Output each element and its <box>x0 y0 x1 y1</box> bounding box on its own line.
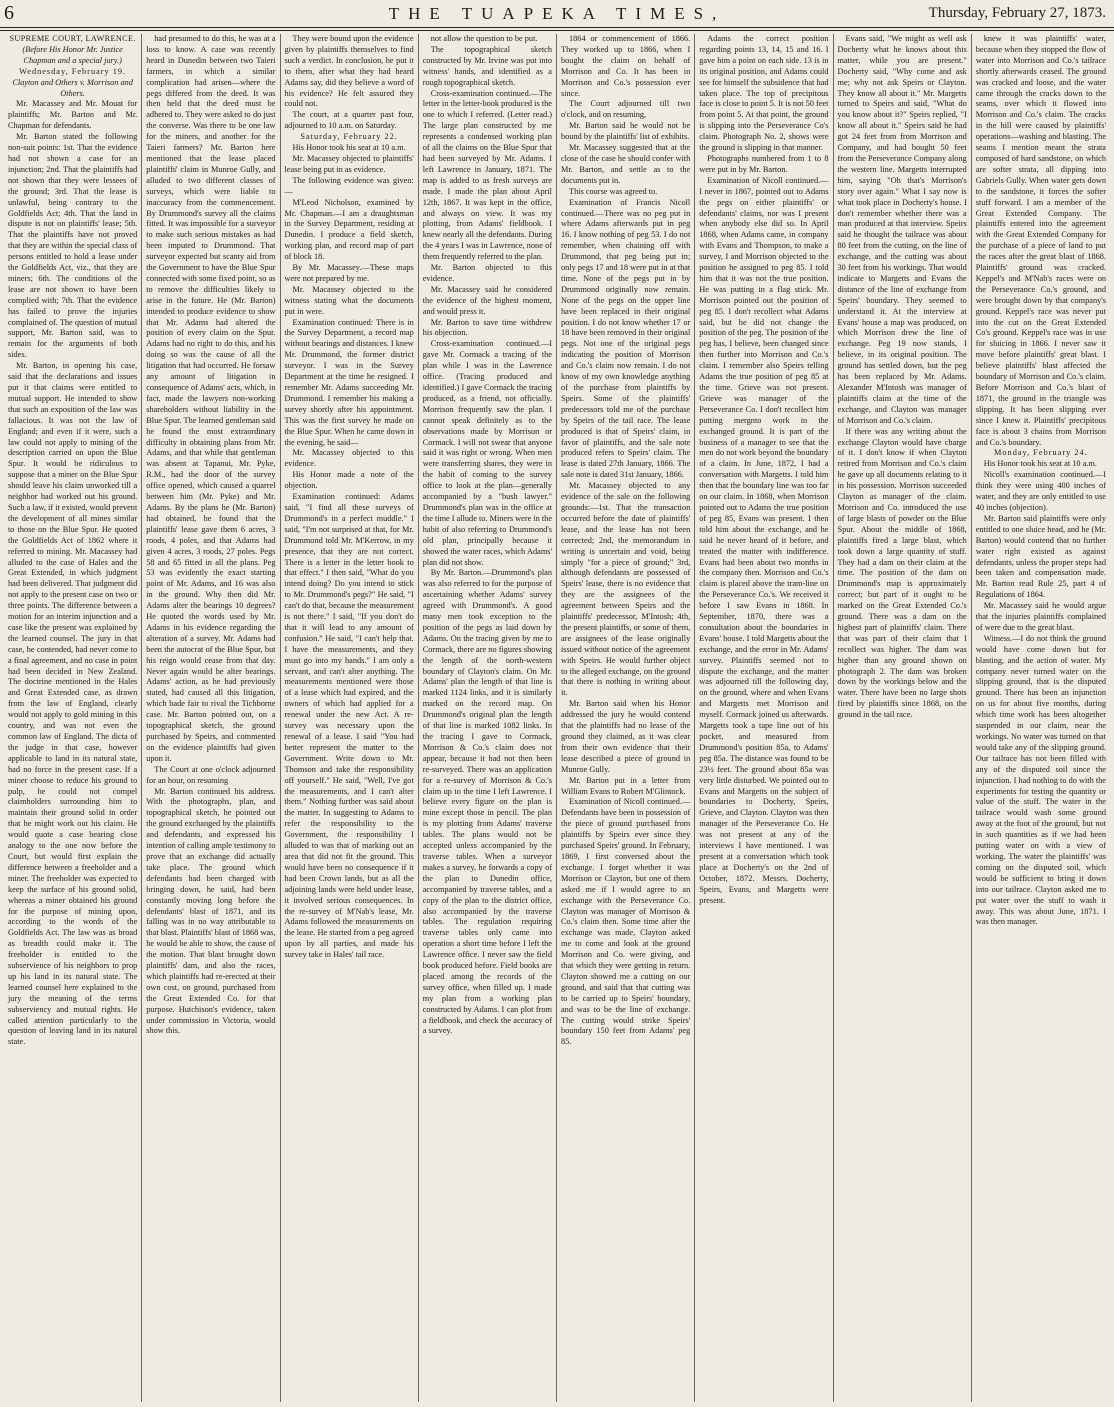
paragraph: His Honor made a note of the objection. <box>284 470 414 491</box>
paragraph: His Honor took his seat at 10 a.m. <box>983 459 1097 469</box>
paragraph: Examination of Nicoll continued.—Defendants have been in possession of the piece of ground purchased from plaintiffs by Speirs ever since they purchased Speirs' ground. In February, 1869, I first conversed about the exchange. I forget whether it was Morrison or Clayton, but one of them asked me if I would agree to an exchange with the Perseverance Co. Clayton was manager of Morrison & Co.'s claim then. Some time after the exchange was made, Clayton asked me to come and look at the ground Morrison and Co. were giving, and that which they were getting in return. Clayton showed me a cutting on our ground, and said that that cutting was to be carried up to Speirs' boundary, and was to be the line of exchange. The cutting would strike Speirs' boundary 150 feet from Adams' peg 85. <box>561 797 691 1047</box>
paragraph: Mr. Macassey suggested that at the close of the case he should confer with Mr. Barton, and settle as to the documents put in. <box>561 143 691 185</box>
masthead <box>0 0 1114 26</box>
paragraph: Examination continued: There is in the Survey Department, a record map without bearings and distances. I knew Mr. Drummond, the former district surveyor. I was in the Survey Department at the time he resigned. I remember Mr. Adams succeeding Mr. Drummond. I remember his making a survey shortly after his appointment. This was the first survey he made on the Blue Spur. When he came down in the evening, he said— <box>284 317 414 447</box>
paragraph: Mr. Barton continued his address. With the photographs, plan, and topographical sketch, he pointed out the ground exchanged by the plaintiffs and defendants, and expressed his intention of calling ample testimony to prove that an exchange did actually take place. The ground which defendants had been charged with bringing down, he said, had been constantly moving long before the defendants' blast of 1871, and its falling was in no way attributable to that blast. Plaintiffs' blast of 1868 was, he would be able to show, the cause of the motion. That blast brought down plaintiffs' dam, and also the races, which plaintiffs had re-erected at their own cost, on ground, purchased from the Great Extended Co. for that purpose. Hutchison's evidence, taken under commission in Victoria, would show this. <box>146 786 276 1036</box>
paragraph: Examination of Nicoll continued.—I never in 1867, pointed out to Adams the pegs on either plaintiffs' or defendants' claims, nor was I present when anybody else did so. In April 1868, when Adams came, in company with Evans and Thompson, to make a survey, I and Morrison objected to the position he assigned to peg 85. I told him that it was not the true position. He was putting in a flag stick. Mr. Morrison pointed out the position of peg 85. I don't recollect what Adams said, but he did not change the position of the peg. The position of the peg has, I believe, been changed since then further into Morrison and Co.'s claim. I remember also Speirs telling Adams the true position of peg 85 at the time. Grieve was not present. Grieve was manager of the Perseverance Co. I don't recollect him putting mergnto work in the exchanged ground. It is part of the business of a manager to see that the men do not work beyond the boundary of a claim. In June, 1872, I had a conversation with Margetts. I told him then that the boundary line was too far on our claim. In 1868, when Morrison pointed out to Adams the true position of peg 85, Evans was present. I then told him about the exchange, and he said he never heard of it before, and treated the matter with indifference. Evans had been about two months in the company then. Morrison and Co.'s claim is placed above the tram-line on the Perseverance Co.'s. We received it before I saw Evans in 1868. In September, 1870, there was a consultation about the boundaries in Evans' house. I told Margetts about the exchange, and the error in Mr. Adams' survey. Plaintiffs seemed not to dispute the exchange, and the matter was adjourned till the following day, on the ground, where and when Evans and Margetts met Morrison and myself. Cormack joined us afterwards. Margetts took a tape line out of his pocket, and measured from Drummond's position 85a, to Adams' peg 85a. The distance was found to be 23½ feet. The ground about 85a was very little disturbed. We pointed out to Evans and Margetts on the subject of boundaries to Docherty, Speirs, Grieve, and Clayton. Clayton was then manager of the Perseverance Co. He was not present at any of the interviews I have mentioned. I was present at a conversation which took place at Docherty's on the 2nd of October, 1872. Messrs. Docherty, Speirs, Evans, and Margetts were present. <box>699 175 829 905</box>
paragraph: Mr. Macassey objected to the witness stating what the documents put in were. <box>284 284 414 316</box>
column-5 <box>557 34 695 1402</box>
paragraph: Evans said, "We might as well ask Docherty what he knows about this matter, while you are present." Docherty said, "Why come and ask me; why not ask Speirs or Clayton. They know all about it." Mr. Margetts turned to Speirs and said, "What do you know about it?" Speirs replied, "I know all about it." Speirs said he had got 24 feet from from Morrison and Company, and had bought 50 feet from the Perseverance Company along the western line. Margetts interrupted him, saying "Oh that's Morrison's story over again." What I say now is what took place in Docherty's house. I don't remember whether there was a man produced at that interview. Speirs said he thought the tailrace was about 80 feet from the cutting, on the line of exchange, and the cutting was about 30 feet from his workings. That would indicate to Margetts and Evans the distance of the line of exchange from Speirs' boundary. They seemed to understand it. At the interview at Evans' house a map was produced, on which Morrison drew the line of exchange. Peg 19 now stands, I believe, in its original position. The ground has settled down, but the peg has been replaced by Mr. Adams. Alexander M'Intosh was manager of plaintiffs claim at the time of the exchange, and Clayton was manager of Morrison and Co.'s claim. <box>837 34 967 425</box>
paragraph: M'Leod Nicholson, examined by Mr. Chapman.—I am a draughtsman in the Survey Department, residing at Dunedin. I produce a field sketch, working plan, and record map of part of block 18. <box>284 197 414 262</box>
paragraph: Mr. Macassey objected to plaintiffs' lease being put in as evidence. <box>284 153 414 174</box>
paragraph: Examination of Francis Nicoll continued.—There was no peg put in where Adams afterwards put in peg 16. I know nothing of peg 53. I do not remember, when chaining off with Drummond, that peg being put in; only pegs 17 and 18 were put in at that time. None of the pegs put in by Drummond originally now remain. None of the pegs on the upper line have been replaced in their original position. I do not know whether 17 or 18 have been removed in their original pegs. Not one of the original pegs indicating the position of Morrison and Co.'s claim now remain. I do not know of my own knowledge anything of the purchase from plaintiffs by Speirs. Some of the plaintiffs' predecessors told me of the purchase by Speirs of the tail race. The lease produced is that of Speirs' claim, in favor of plaintiffs, and the sale note produced refers to Speirs' claim. The lease is dated 27th January, 1866. The sale note is dated 31st January, 1866. <box>561 197 691 480</box>
column-1 <box>4 34 142 1402</box>
paragraph: This course was agreed to. <box>569 186 658 196</box>
case-subheading: Clayton and Others v. Morrison and Others. <box>12 77 133 98</box>
paragraph: Mr. Barton objected to this evidence. <box>422 263 552 283</box>
paragraph: Mr. Macassey objected to this evidence. <box>284 448 414 469</box>
paragraph: By Mr. Macassey.—These maps were not prepared by me. <box>284 263 414 283</box>
column-8 <box>972 34 1110 1402</box>
column-6 <box>695 34 833 1402</box>
paragraph: Photographs numbered from 1 to 8 were put in by Mr. Barton. <box>699 153 829 174</box>
paragraph: not allow the question to be put. <box>430 34 538 43</box>
date-heading: Monday, February 24. <box>994 448 1088 458</box>
paragraph: Mr. Barton put in a letter from William Evans to Robert M'Glintock. <box>561 775 691 796</box>
paragraph: Examination continued: Adams said, "I find all these surveys of Drummond's in a perfect muddle." I said, "I'm not surprised at that, for Mr. Drummond told Mr. M'Kerrow, in my presence, that they are not correct. There is a letter in the letter book to that effect." I then said, "What do you intend doing? Do you intend to stick to Mr. Drummond's pegs?" He said, "I can't do that, because the measurement is not there." I said, "If you don't do that it will lead to any amount of confusion." He said, "I can't help that. I have the measurements, and they must go into my hands." I am only a servant, and can't alter anything. The measurements mentioned were those of a lease which had expired, and the owners of which had applied for a renewal under the new Act. A re-survey was necessary upon the renewal of a lease. I said "You had better represent the matter to the Government. Write down to Mr. Thomson and take the responsibility off yourself." He said, "Well, I've got the measurements, and I can't alter them." Nothing further was said about the matter. In suggesting to Adams to refer the responsibility to the Government, the responsibility I alluded to was that of marking out an area that did not fit the ground. This would have been no consequence if it had been Crown lands, but as all the adjoining lands were held under lease, it involved serious consequences. In the re-survey of M'Nab's lease, Mr. Adams followed the measurements on the lease. He started from a peg agreed upon by all parties, and made his survey take in Hales' tail race. <box>284 492 414 960</box>
column-2 <box>142 34 280 1402</box>
section-heading: SUPREME COURT, LAWRENCE. <box>9 34 136 43</box>
paragraph: By Mr. Barton.—Drummond's plan was also referred to for the purpose of ascertaining whether Adams' survey agreed with Drummond's. A good many men took exception to the position of the pegs as laid down by Adams. On the tracing given by me to Cormack, there are no figures showing the length of the north-western boundary of Clayton's claim. On Mr. Adams' plan the length of that line is marked 1124 links, and it is similarly marked on the record map. On Drummond's original plan the length of that line is marked 1082 links. In the tracing I gave to Cormack, Morrison & Co.'s claim does not appear, because it had not then been re-surveyed. There was an application for a re-survey of Morrison & Co.'s claim up to the time I left Lawrence. I believe every figure on the plan is mine except those in pencil. The plan is my plotting from Adams' traverse tables. The plans would not be accepted unless accompanied by the traverse tables. When a surveyor makes a survey, he forwards a copy of the plan to Dunedin office, accompanied by traverse tables, and a copy of the plan to the district office, also accompanied by the traverse tables. The regulation requiring traverse tables only came into operation a short time before I left the Lawrence office. I never saw the field book produced before. Field books are placed among the records of the survey office, when filled up. I made my plan from a working plan constructed by Adams. I can plot from a fieldbook, and check the accuracy of a survey. <box>422 568 552 1036</box>
paragraph: had presumed to do this, he was at a loss to know. A case was recently heard in Dunedin between two Taieri farmers, in which a similar complication had arisen—where the pegs differed from the deed. It was then held that the deed must be adhered to. They were asked to do just the converse. Was there to be one law for the miners, and another for the Taieri farmers? Mr. Barton here mentioned that the lease placed plaintiffs' claim in Munroe Gully, and alluded to two different classes of surveys, which were liable to inaccuracy from the commencement. By Drummond's survey all the claims fitted. It was impossible for a surveyor to make such serious mistakes as had been imputed to Drummond. That surveyor expected but scanty aid from the Government to have the Blue Spur connected with some fixed point, so as to remove the difficulties likely to arise in the future. He (Mr. Barton) intended to produce evidence to show that Mr. Adams had altered the position of every claim on the Spur. Adams had no right to do this, and his doing so was the cause of all the litigation that had occurred. He forsaw any amount of litigation in consequence of Adams' acts, which, in fact, made the lawyers non-working shareholders without liability in the Blue Spur. The learned gentleman said he found the most extraordinary difficulty in obtaining plans from Mr. Adams, and that while that gentleman was absent at Tapanui, Mr. Pyke, R.M., had the door of the survey office opened, which caused a quarrel between him (Mr. Pyke) and Mr. Adams. By the plans he (Mr. Barton) had obtained, he found that the plaintiffs' lease gave them 6 acres, 3 roods, 4 poles, and that Adams had given 4 acres, 3 roods, 27 poles. Pegs 58 and 65 fitted in all the plans. Peg 53 was evidently the exact starting point of Mr. Adams, and 16 was also in the ground. Why then did Mr. Adams alter the bearings 10 degrees? He quoted the words used by Mr. Adams in his evidence regarding the alteration of a survey. Mr. Adams had been the autocrat of the Blue Spur, but his reign would cease from that day. Never again would he alter bearings. Adams' action, as he had previously stated, had caused all this litigation, which bade fair to rival the Tichborne case. Mr. Barton pointed out, on a topographical sketch, the ground purchased by Speirs, and commented on the evidence plaintiffs had given upon it. <box>146 34 276 763</box>
paragraph: Mr. Barton said when his Honor addressed the jury he would contend that the plaintiffs had no lease of the ground they claimed, as it was clear from their own evidence that their lease described a piece of ground in Munroe Gully. <box>561 699 691 774</box>
paragraph: Mr. Barton stated the following non-suit points: 1st. That the evidence had not shown a case for an injunction; 2nd. That the plaintiffs had not shown that they were lessees of the ground; 3rd. That the lease is unlawful, being contrary to the Goldfields Act; 4th. That the land in dispute is not on plaintiffs' lease; 5th. That the plaintiffs have not proved that they are within the special class of persons entitled to hold a lease under the Goldfields Act, viz., that they are miners; 6th. The conditions of the lease are not shown to have been complied with; 7th. That the evidence has failed to prove the injuries complained of. The question of mutual support, Mr. Barton said, was to remain for the arguments of both sides. <box>8 132 138 360</box>
date-heading: Saturday, February 22. <box>300 132 398 142</box>
paragraph: The following evidence was given:— <box>284 175 414 196</box>
paragraph: His Honor took his seat at 10 a.m. <box>292 143 406 153</box>
column-4 <box>419 34 557 1402</box>
paragraph: If there was any writing about the exchange Clayton would have charge of it. I don't know if when Clayton retired from Morrison and Co.'s claim he gave up all documents relating to it in his possession. Morrison succeeded Clayton as manager of the claim. Morrison and Co. introduced the use of large blasts of powder on the Blue Spur. About the middle of 1868, plaintiffs fired a large blast, which took down a large quantity of stuff. They had a dam on their claim at the time. The position of the dam on Drummond's map is approximately correct; but part of it ought to be marked on the Great Extended Co.'s ground. There was a dam on the highest part of plaintiffs' claim. There that was part of their claim that I recollect was higher. The dam was higher than any ground shown on photograph 2. The dam was broken down by the workings below and the water. There have been no large shots fired by plaintiffs since 1868, on the ground in the tail race. <box>837 426 967 720</box>
paragraph: Mr. Barton, in opening his case, said that the declarations and issues put it that claims were entitled to mutual support. He intended to show that such an exposition of the law was fallacious. It was not the law of England; and even if it were, such a law could not apply to mining of the description carried on upon the Blue Spur. It would be ridiculous to suppose that a miner on the Blue Spur should leave his claim unworked till a neighbor had worked out his ground. Such a law, if it existed, would prevent the development of all mines similar to those on the Blue Spur. He quoted the Goldfields Act of 1862 where it referred to mining. Mr. Macassey had alluded to the case of Hales and the Great Extended, in which judgment had been delivered. That judgment did not apply to the present case on two or three points. The difference between a motion for an interim injunction and a case like the present was explained by the learned counsel. The jury in that case, he contended, had never come to a final agreement, and no case in point had been decided in New Zealand. The doctrine mentioned in the Hales and Great Extended case, as drawn from the law of England, clearly would not apply to gold mining in this country, and was not even the common law of England. The dicta of the judge in that case, however applicable to land in its natural state, had no force in the present case. If a miner choose to reduce his ground to pulp, he could not compel claimholders surrounding him to maintain their ground solid in order that he might work out his claim. He would quote a case bearing close analogy to the one now before the Court, but would first explain the difference between a freeholder and a miner. The freeholder was expected to keep the surface of his ground solid, whereas a miner obtained his ground for the purpose of mining upon, according to the words of the Goldfields Act. The law was as broad as breadth could make it. The freeholder is entitled to the subservience of his neighbors to prop up his land in its natural state. The learned counsel here explained to the jury the meaning of the terms subserviency and mutual rights. He called attention particularly to the question of leaving land in its natural state. <box>8 361 138 1047</box>
paragraph: The topographical sketch constructed by Mr. Irvine was put into witness' hands, and identified as a rough topographical sketch. <box>422 44 552 87</box>
paragraph: Cross-examination continued.—The letter in the letter-book produced is the one to which I referred. (Letter read.) The large plan constructed by me represents a condensed working plan of all the claims on the Blue Spur that had been surveyed by Mr. Adams. I left Lawrence in January, 1871. The map is added to as fresh surveys are made. I made the plan about April 12th, 1867. It was kept in the office, and always on view. It was my plotting, from Adams' fieldbook. I knew nearly all the defendants. During the 4 years I was in Lawrence, none of them frequently referred to the plan. <box>422 88 552 262</box>
column-3 <box>281 34 419 1402</box>
paragraph: Adams the correct position regarding points 13, 14, 15 and 16. I gave him a point on each side. 13 is in its original position, and Adams could see for himself the subsidence that had taken place. The top of precipitous face is close to point 5. It is not 50 feet from point 5. At that point, the ground is slipping into the Perseverance Co's claim. Photograph No. 2, shows were the ground is slipping in that manner. <box>699 34 829 153</box>
paragraph: Cross-examination continued.—I gave Mr. Cormack a tracing of the plan while I was in the Lawrence office. (Tracing produced and identified.) I gave Cormack the tracing produced, as a friend, not officially. Morrison frequently saw the plan. I cannot speak definitely as to the observations made by Morrison or Cormack. I will not swear that anyone said it was right or wrong. When men were transferring shares, they were in the habit of coming to the survey office to look at the plan—generally accompanied by a "bush lawyer." Drummond's plan was in the office at the time I allude to. Miners were in the habit of also referring to Drummond's old plan, principally because it showed the water races, which Adams' plan did not show. <box>422 339 553 567</box>
paragraph: The Court adjourned till two o'clock, and on resuming, <box>561 99 691 120</box>
paragraph: Mr. Barton said plaintiffs were only entitled to one sluice head, and he (Mr. Barton) would contend that no further water right existed as against defendants, unless the proper steps had been taken and compensation made. Mr. Barton read Rule 25, part 4 of Regulations of 1864. <box>975 513 1106 600</box>
case-subheading: (Before His Honor Mr. Justice Chapman and a special jury.) <box>22 44 123 65</box>
paragraph: Mr. Macassey said he would argue that the injuries plaintiffs complained of were due to the great blast. <box>975 601 1106 632</box>
paragraph: Mr. Macassey objected to any evidence of the sale on the following grounds:—1st. That the transaction occurred before the date of plaintiffs' lease, and the lease has not been corrected; 2nd, the memorandum in writing is uncertain and void, being simply "for a piece of ground;" 3rd, although defendants are possessed of Speirs' lease, there is no evidence that they are the assignees of the agreement between Speirs and the plaintiffs' predecessor, M'Intosh; 4th, the present plaintiffs, or some of them, are assignees of the lease originally issued without notice of the agreement with Speirs. He would further object to the alleged exchange, on the ground that there is nothing in writing about it. <box>561 481 691 698</box>
masthead-rule <box>0 27 1114 28</box>
article-columns <box>4 34 1110 1402</box>
issue-date: Thursday, February 27, 1873. <box>928 5 1106 21</box>
paragraph: Mr. Barton to save time withdrew his objection. <box>422 317 552 338</box>
paragraph: Nicoll's examination continued.—I think they were using 400 inches of water, and they are only entitled to use 40 inches (objection). <box>975 470 1106 512</box>
paragraph: 1864 or commencement of 1866. They worked up to 1866, when I bought the claim on behalf of Morrison and Co. It has been in Morrison and Co.'s possession ever since. <box>561 34 691 98</box>
page-number: 6 <box>4 2 14 24</box>
column-7 <box>834 34 972 1402</box>
paragraph: Mr. Macassey said he considered the evidence of the highest moment, and would press it. <box>422 284 552 316</box>
paragraph: knew it was plaintiffs' water, because when they stopped the flow of water into Morrison and Co.'s tailrace shortly afterwards ceased. The ground was cracked and loose, and the water came through the cracks down to the seams, over which it flowed into Morrison and Co.'s claim. The cracks in the hill were caused by plaintiffs' operations—washing and blasting. The seams I mention meant the strata composed of hard sandstone, on which are softer strata, all dipping into Gabriels Gully. When water gets down to the sandstone, it forces the softer stuff forward. I am a member of the Great Extended Company. The plaintiffs entered into the agreement with the Great Extended Company for the purchase of a piece of land to put the races after the great blast of 1868. Plaintiffs' ground was cracked. Keppel's and M'Nab's races were on the Perseverance Co.'s ground, and were brought down by that company's ground. Keppel's race was never put into the cut on the Great Extended Co's ground. Keppel's race was in use for sluicing in 1866. I never saw it move before plaintiffs' great blast. I believe plaintiffs' blast affected the boundary of Morrison and Co.'s claim. Before Morrison and Co.'s blast of 1871, the ground in the triangle was slipping. It has been slipping ever since I knew it. Plaintiffs' precipitous face is about 3 chains from Morrison and Co.'s boundary. <box>975 34 1106 447</box>
paper-title: THE TUAPEKA TIMES, <box>388 4 726 23</box>
date-heading: Wednesday, February 19. <box>19 66 127 76</box>
masthead-rule-double <box>0 30 1114 31</box>
paragraph: Mr. Macassey and Mr. Mouat for plaintiffs; Mr. Barton and Mr. Chapman for defendants. <box>8 99 138 131</box>
paragraph: The Court at one o'clock adjourned for an hour, on resuming <box>146 764 276 785</box>
paragraph: Witness.—I do not think the ground would have come down but for blasting, and the action of water. My company never turned water on the slipping ground, that is the disputed ground. There has been an injunction on us for about five months, during which time work has been altogether suspended in our claim, near the workings. No water was turned on that would take any of the slipping ground. Our tailrace has not been filled with any of the disputed soil since the injunction. I had nothing to do with the experiments for testing the quantity or value of the stuff. The water in the tailrace would wash some ground away at the foot of the ground, but not in such quantities as if we had been putting water on with a view of working. The water the plaintiffs' was coming on the disputed soil, which would be sufficient to bring it down into our tailrace. Clayton asked me to put water over the stuff to wash it away. This was about June, 1871. I was then manager. <box>975 633 1106 927</box>
paragraph: They were bound upon the evidence given by plaintiffs themselves to find such a verdict. In conclusion, he put it to them, after what they had heard Adams say, did they believe a word of his evidence? He felt assured they could not. <box>284 34 414 109</box>
paragraph: The court, at a quarter past four, adjourned to 10 a.m. on Saturday. <box>284 110 414 131</box>
paragraph: Mr. Barton said he would not be bound by the plaintiffs' list of exhibits. <box>561 121 691 142</box>
